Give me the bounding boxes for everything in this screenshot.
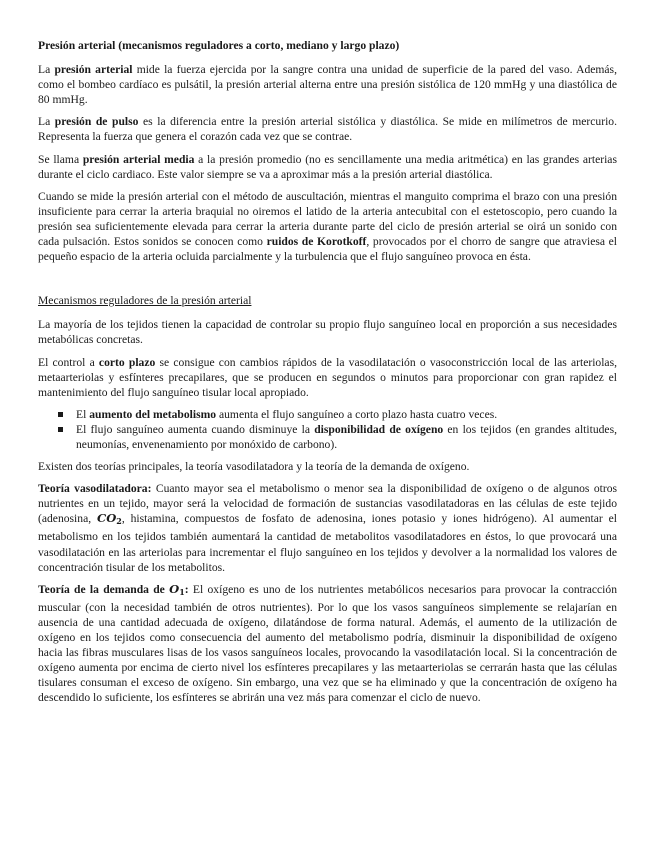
bold-term: presión arterial media — [82, 152, 195, 166]
math-subscript: 1 — [179, 586, 185, 597]
text: La — [38, 63, 55, 77]
text: aumenta el flujo sanguíneo a corto plazo hasta cuatro veces. — [216, 407, 498, 421]
square-bullet-icon — [58, 427, 63, 432]
text: Cuanto mayor sea el metabolismo o menor sea la disponibilidad de oxígeno o de algunos otros nutrientes en un tejido, mayor será la velocidad de formación de sustancias vasodilatadoras en las células de este tejido (adenosina, — [38, 482, 618, 526]
math-base: CO — [96, 511, 117, 526]
text: mide la fuerza ejercida por la sangre contra una unidad de superficie de la pared del vaso. Además, como el bombeo cardíaco es pulsátil, la presión arterial alterna entre una presión sistólica de 120 mmHg y una diastólica de 80 mmHg. — [38, 63, 617, 107]
text: El control a — [38, 355, 99, 369]
bold-term: : — [184, 582, 189, 596]
list-item — [38, 422, 617, 452]
bold-term: corto plazo — [98, 355, 156, 369]
math-base: O — [169, 581, 180, 596]
text: El — [76, 407, 90, 421]
text: El oxígeno es uno de los nutrientes metabólicos necesarios para provocar la contracción muscular (con la necesidad también de otros nutrientes). Por lo que los vasos sanguíneos simplemente se relajarían en ausencia de una cantidad adecuada de oxígeno, dilatándose de forma natural. Además, el aumento de la utilización de oxígeno en los tejidos como consecuencia del aumento del metabolismo podría, disminuir la disponibilidad de oxígeno hacia las fibras musculares lisas de los vasos sanguíneos locales, provocando la vasodilatación local. Si la concentración de oxígeno aumenta por encima de cierto nivel los esfínteres precapilares y las metaarteriolas se cerrarán hasta que las células tisulares consuman el exceso de oxígeno. Sin embargo, una vez que se ha eliminado y que la concentración de oxígeno ha descendido lo suficiente, los esfínteres se abrirán una vez más para comenzar el ciclo de nuevo. — [38, 582, 617, 705]
paragraph-teorias: Existen dos teorías principales, la teoría vasodilatadora y la teoría de la demanda de oxígeno. — [38, 460, 470, 474]
bold-term: aumento del metabolismo — [89, 407, 217, 421]
text: en los tejidos (en grandes altitudes, neumonías, envenenamiento por monóxido de carbono). — [76, 422, 617, 451]
text: , provocados por el chorro de sangre que atraviesa el pequeño espacio de la arteria ocluida parcialmente y la turbulencia que el flujo sanguíneo provoca en ésta. — [38, 235, 618, 264]
text: Se llama — [38, 152, 83, 166]
bold-term: Teoría de la demanda de — [38, 582, 170, 596]
text: , histamina, compuestos de fosfato de adenosina, iones potasio y iones hidrógeno). Al aumentar el metabolismo en los tejidos también aumentará la cantidad de metabolitos vasodilatadores en éstos, lo que provocará una vasodilatación en las arteriolas para incrementar el flujo sanguíneo en los tejidos y devolver a la normalidad los valores de concentración tisular de los metabolitos. — [38, 512, 617, 574]
text: Cuando se mide la presión arterial con el método de auscultación, mientras el manguito comprima el brazo con una presión insuficiente para cerrar la arteria braquial no oiremos el latido de la arteria antecubital con el estetoscopio, pero cuando la presión sea suficientemente elevada para cerrar la arteria durante parte del ciclo de presión arterial se oirá un sonido con cada pulsación. Estos sonidos se conocen como — [38, 189, 617, 249]
list-item — [38, 407, 617, 422]
paragraph-presion-media — [38, 152, 617, 182]
text: La — [38, 115, 55, 129]
paragraph-tejidos: La mayoría de los tejidos tienen la capacidad de controlar su propio flujo sanguíneo local en proporción a sus necesidades metabólicas concretas. — [38, 318, 617, 347]
paragraph-presion-arterial — [38, 62, 617, 107]
section-title: Mecanismos reguladores de la presión arterial — [38, 294, 252, 308]
document-title: Presión arterial (mecanismos reguladores a corto, mediano y largo plazo) — [38, 39, 400, 52]
text: a la presión promedio (no es sencillamente una media aritmética) en las grandes arterias durante el ciclo cardiaco. Este valor siempre se va a aproximar más a la presión arterial diastólica. — [38, 152, 617, 181]
math-subscript: 2 — [116, 516, 122, 527]
bullet-list — [38, 407, 617, 452]
paragraph-teoria-demanda-oxigeno — [38, 582, 617, 706]
text: se consigue con cambios rápidos de la vasodilatación o vasoconstricción local de las arteriolas, metaarteriolas y esfínteres precapilares, que se producen en segundos o minutos para proporcionar con gran rapidez el mantenimiento del flujo sanguíneo tisular local apropiado. — [38, 355, 617, 399]
bold-term: disponibilidad de oxígeno — [314, 422, 444, 436]
bold-term: presión arterial — [54, 63, 133, 77]
square-bullet-icon — [58, 412, 63, 417]
math-co2 — [97, 511, 122, 525]
bold-term: presión de pulso — [54, 115, 139, 129]
paragraph-corto-plazo — [38, 355, 617, 400]
text: El flujo sanguíneo aumenta cuando disminuye la — [76, 422, 315, 436]
text: es la diferencia entre la presión arterial sistólica y diastólica. Se mide en milímetros de mercurio. Representa la fuerza que genera el corazón cada vez que se contrae. — [38, 115, 617, 144]
paragraph-korotkoff — [38, 189, 617, 264]
bold-term: Teoría vasodilatadora: — [38, 482, 152, 496]
paragraph-teoria-vasodilatadora — [38, 481, 617, 575]
paragraph-presion-pulso — [38, 114, 617, 144]
math-o1 — [169, 582, 185, 596]
bold-term: ruidos de Korotkoff — [266, 235, 367, 249]
